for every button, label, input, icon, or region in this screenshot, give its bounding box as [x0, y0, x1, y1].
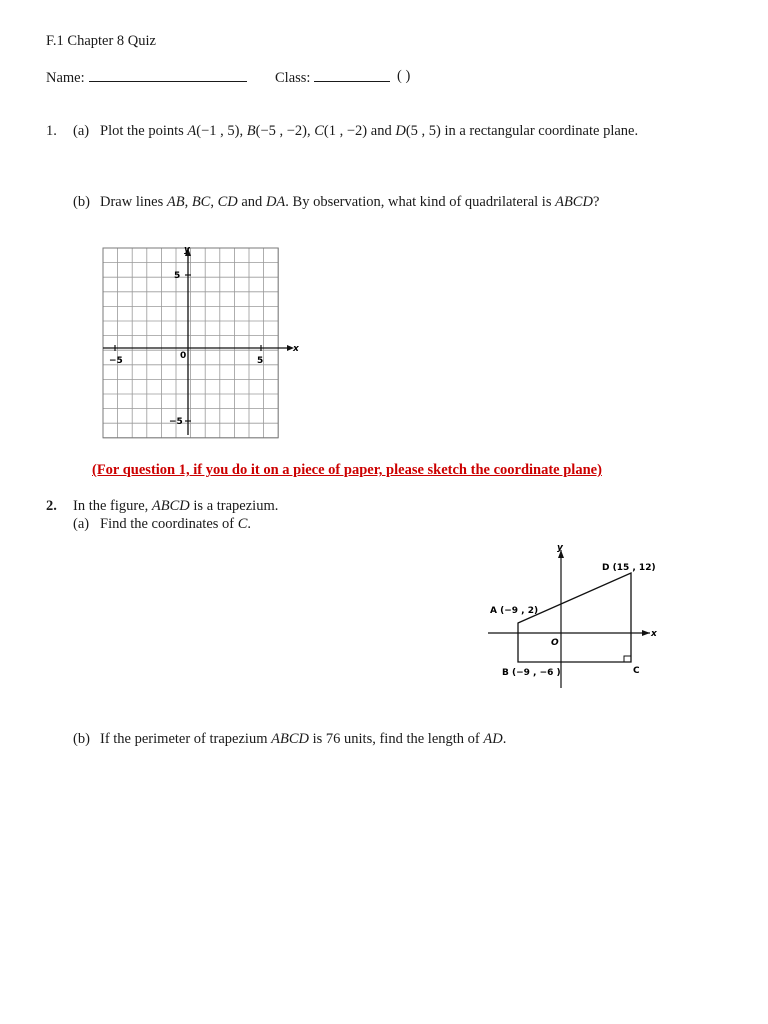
- tick-neg5-x: −5: [109, 356, 123, 366]
- question-1-number: 1.: [46, 123, 57, 139]
- q2-x-label: x: [651, 629, 657, 639]
- q1-coordinate-grid[interactable]: [95, 240, 299, 442]
- trapezium-abcd: [518, 573, 631, 662]
- tick-pos5-x: 5: [257, 356, 264, 366]
- q1-y-label: y: [184, 245, 190, 255]
- q1b-text: Draw lines AB, BC, CD and DA. By observation, what kind of quadrilateral is ABCD?: [100, 194, 600, 210]
- origin-label: 0: [180, 351, 187, 361]
- right-angle-mark: [624, 656, 631, 662]
- q1-note: (For question 1, if you do it on a piece of paper, please sketch the coordinate plane): [92, 462, 602, 478]
- q1b-label: (b): [73, 194, 90, 210]
- q1-x-label: x: [293, 344, 299, 354]
- name-field: [46, 68, 247, 87]
- q2a-label: (a): [73, 516, 90, 532]
- question-2-number: 2.: [46, 498, 57, 514]
- q2b-label: (b): [73, 731, 90, 747]
- q2-x-arrow-icon: [642, 630, 650, 636]
- name-blank[interactable]: [89, 68, 247, 82]
- q2-origin-label: O: [551, 638, 559, 648]
- point-b-label: B (−9 , −6 ): [502, 668, 561, 678]
- tick-neg5-y: −5: [169, 417, 183, 427]
- q2-intro: In the figure, ABCD is a trapezium.: [73, 498, 279, 514]
- class-label: Class:: [275, 70, 311, 86]
- q2a-text: Find the coordinates of C.: [100, 516, 252, 532]
- q1a-label: (a): [73, 123, 90, 139]
- class-field: [275, 68, 390, 87]
- q2-y-label: y: [557, 543, 563, 553]
- name-label: Name:: [46, 70, 85, 86]
- q2b-text: If the perimeter of trapezium ABCD is 76 units, find the length of AD.: [100, 731, 507, 747]
- grid-lines: [103, 248, 278, 438]
- tick-pos5-y: 5: [174, 271, 181, 281]
- point-d-label: D (15 , 12): [602, 563, 656, 573]
- q2-trapezium-figure: [478, 538, 668, 690]
- point-c-label: C: [633, 666, 640, 676]
- class-blank[interactable]: [314, 68, 390, 82]
- q1a-text: Plot the points A(−1 , 5), B(−5 , −2), C(1 , −2) and D(5 , 5) in a rectangular coordinate plane.: [100, 123, 639, 139]
- class-number-blank[interactable]: ( ): [397, 68, 411, 84]
- quiz-title: F.1 Chapter 8 Quiz: [46, 33, 156, 49]
- point-a-label: A (−9 , 2): [490, 606, 539, 616]
